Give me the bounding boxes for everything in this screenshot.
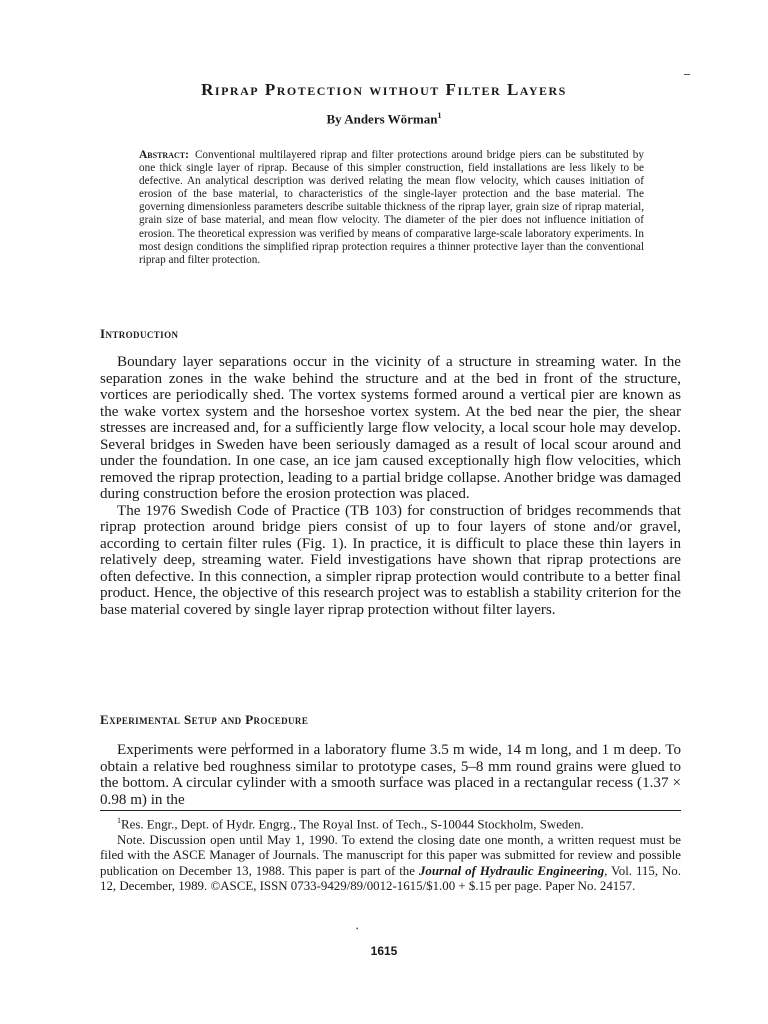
- section-heading-introduction: Introduction: [100, 326, 179, 341]
- body-paragraph: Experiments were performed in a laboratory flume 3.5 m wide, 14 m long, and 1 m deep. To obtain a relative bed roughness similar to prototype cases, 5–8 mm round grains were glued to the bottom. A circular cylinder with a smooth surface was placed in a rectangular recess (1.37 × 0.98 m) in the: [100, 742, 681, 808]
- author-line: [0, 111, 768, 127]
- note-text-part1: Note. Discussion open until May 1, 1990. To extend the closing date one month, a written request must be filed with the ASCE Manager of Journals. The manuscript for this paper was submitted for review and possible publication on December 13, 1988. This paper is part of the: [100, 832, 681, 878]
- discussion-note: [100, 833, 681, 895]
- body-paragraph: The 1976 Swedish Code of Practice (TB 103) for construction of bridges recommends that riprap protection around bridge piers consist of up to four layers of stone and/or gravel, according to certain filter rules (Fig. 1). In practice, it is difficult to place these thin layers in relatively deep, streaming water. Field investigations have shown that riprap protections are often defective. In this connection, a simpler riprap protection would contribute to a better final product. Hence, the objective of this research project was to establish a stability criterion for the base material covered by single layer riprap protection without filter layers.: [100, 502, 681, 618]
- body-paragraph: Boundary layer separations occur in the vicinity of a structure in streaming water. In the separation zones in the wake behind the structure and at the bed in front of the structure, vortices are periodically shed. The vortex systems formed around a vertical pier are known as the wake vortex system and the horseshoe vortex system. At the bed near the pier, the shear stresses are increased and, for a sufficiently large flow velocity, a local scour hole may develop. Several bridges in Sweden have been seriously damaged as a result of local scour around and under the foundation. In one case, an ice jam caused exceptionally high flow velocities, which removed the riprap protection, leading to a partial bridge collapse. Another bridge was damaged during construction before the erosion protection was placed.: [100, 354, 681, 502]
- affiliation-text: Res. Engr., Dept. of Hydr. Engrg., The Royal Inst. of Tech., S-10044 Stockholm, Sweden.: [121, 817, 584, 832]
- page-number: 1615: [370, 944, 398, 958]
- paper-title: Riprap Protection without Filter Layers: [201, 80, 567, 99]
- affiliation-footnote: [100, 813, 681, 833]
- scan-mark: [684, 74, 690, 75]
- author-footnote-mark: 1: [437, 111, 442, 120]
- author-name: By Anders Wörman: [326, 111, 438, 127]
- experimental-body: [100, 742, 681, 808]
- abstract: [139, 149, 644, 267]
- footnotes: [100, 810, 681, 895]
- note-text-part2: , Vol. 115, No. 12, December, 1989. ©ASCE, ISSN 0733-9429/89/0012-1615/$1.00 + $.15 per page. Paper No. 24157.: [100, 863, 681, 894]
- journal-name: Journal of Hydraulic Engineering: [418, 863, 605, 878]
- affiliation-footnote-mark: 1: [117, 816, 121, 825]
- section-heading-experimental-setup: Experimental Setup and Procedure: [100, 712, 309, 727]
- abstract-label: Abstract:: [139, 149, 189, 161]
- introduction-body: [100, 354, 681, 618]
- abstract-text: Conventional multilayered riprap and filter protections around bridge piers can be substituted by one thick single layer of riprap. Because of this simpler construction, field installations are less likely to be defective. An analytical description was derived relating the mean flow velocity, which causes initiation of erosion of the base material, to characteristics of the single-layer protection and the base material. The governing dimensionless parameters describe suitable thickness of the riprap layer, grain size of riprap material, grain size of base material, and mean flow velocity. The diameter of the pier does not influence initiation of erosion. The theoretical expression was verified by means of comparative large-scale laboratory experiments. In most design conditions the simplified riprap protection requires a thinner protective layer than the conventional riprap and filter protection.: [139, 149, 644, 266]
- scan-speck: •: [356, 925, 359, 933]
